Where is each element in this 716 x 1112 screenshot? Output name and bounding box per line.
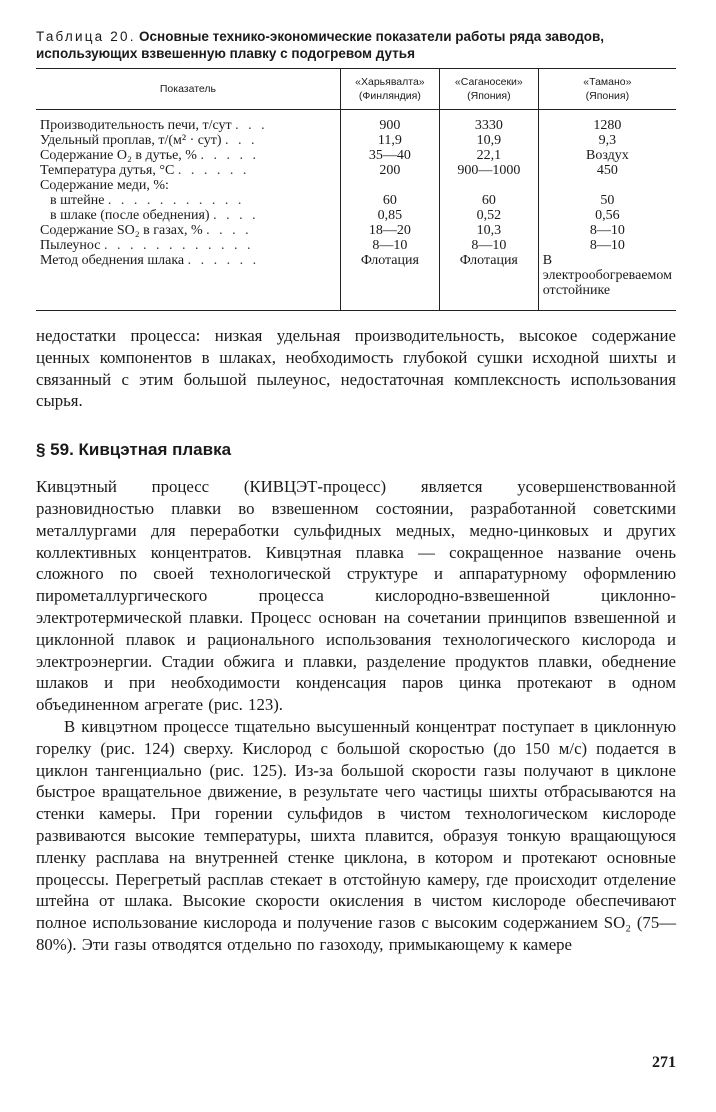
row-name: Пылеунос . . . . . . . . . . . . xyxy=(40,238,254,253)
table-row xyxy=(36,253,676,311)
table-row xyxy=(36,148,676,163)
row-value-1: 18—20 xyxy=(340,223,439,238)
row-value-3: 9,3 xyxy=(538,133,676,148)
row-value-1: 900 xyxy=(340,110,439,134)
header-col-3-country: (Япония) xyxy=(585,90,630,102)
table-row xyxy=(36,110,676,134)
row-value-3: Воздух xyxy=(538,148,676,163)
row-name: в шлаке (после обеднения) . . . . xyxy=(50,208,259,223)
header-col-3 xyxy=(538,69,676,110)
table-caption xyxy=(36,28,676,62)
row-name: Содержание меди, %: xyxy=(40,178,169,193)
table-row xyxy=(36,163,676,178)
paragraph-continuation: недостатки процесса: низкая удельная производительность, высокое содержание ценных компонентов в шлаках, необходимость глубокой сушки исходной шихты и связанный с этим большой пылеунос, недостаточная комплексность использования сырья. xyxy=(36,326,676,411)
row-value-3: 8—10 xyxy=(538,238,676,253)
row-value-1: 60 xyxy=(340,193,439,208)
table-row xyxy=(36,178,676,193)
paragraph-process: В кивцэтном процессе тщательно высушенный концентрат поступает в циклонную горелку (рис. 124) сверху. Кислород с большой скоростью (до 150 м/с) подается в циклон тангенциально (рис. 125). Из-за большой скорости газы получают в циклоне быстрое вращательное движение, в результате чего частицы шихты отбрасываются на стенки камеры. При горении сульфидов в чистом технологическом кислороде развиваются высокие температуры, шихта плавится, образуя тонкую вращающуюся пленку расплава на внутренней стенке циклона, в котором и протекают основные процессы. Перегретый расплав стекает в отстойную камеру, где происходит отделение штейна от шлака. Высокие скорости окисления в чистом кислороде обеспечивают полное использование кислорода и получение газов с высоким содержанием SO₂ (75—80%). Эти газы отводятся отдельно по газоходу, примыкающему к камере xyxy=(36,716,676,954)
row-name: Содержание O₂ в дутье, % . . . . . xyxy=(40,148,259,163)
header-param: Показатель xyxy=(36,69,340,110)
row-value-3: В электрообогреваемом отстойнике xyxy=(538,253,676,311)
row-value-1: 11,9 xyxy=(340,133,439,148)
row-value-3: 50 xyxy=(538,193,676,208)
data-table xyxy=(36,68,676,311)
row-value-2: 8—10 xyxy=(439,238,538,253)
table-row xyxy=(36,208,676,223)
row-value-3: 450 xyxy=(538,163,676,178)
header-col-2 xyxy=(439,69,538,110)
table-row xyxy=(36,223,676,238)
header-col-3-name: «Тамано» xyxy=(583,76,632,88)
row-value-1: 0,85 xyxy=(340,208,439,223)
table-header-row xyxy=(36,69,676,110)
row-value-2: 60 xyxy=(439,193,538,208)
row-value-2: 10,9 xyxy=(439,133,538,148)
row-value-1: 8—10 xyxy=(340,238,439,253)
table-row xyxy=(36,238,676,253)
row-value-2: 22,1 xyxy=(439,148,538,163)
table-title: Основные технико-экономические показатели работы ряда заводов, использующих взвешенную плавку с подогревом дутья xyxy=(36,29,605,61)
row-value-1: Флотация xyxy=(340,253,439,311)
row-value-2: 10,3 xyxy=(439,223,538,238)
row-value-3: 0,56 xyxy=(538,208,676,223)
header-col-2-name: «Саганосеки» xyxy=(454,76,523,88)
table-label: Таблица 20. xyxy=(36,29,136,44)
row-value-3: 1280 xyxy=(538,110,676,134)
row-value-3 xyxy=(538,178,676,193)
page-number: 271 xyxy=(652,1054,676,1071)
header-col-1 xyxy=(340,69,439,110)
row-name: Содержание SO₂ в газах, % . . . . xyxy=(40,223,252,238)
row-value-3: 8—10 xyxy=(538,223,676,238)
paragraph-intro: Кивцэтный процесс (КИВЦЭТ-процесс) является усовершенствованной разновидностью плавки во взвешенном состоянии, разработанной советскими металлургами для переработки сульфидных медных, медно-цинковых и других коллективных концентратов. Кивцэтная плавка — сокращенное название очень сложного по своей технологической структуре и аппаратурному оформлению пирометаллургического процесса кислородно-взвешенной циклонно-электротермической плавки. Процесс основан на сочетании принципов взвешенной и циклонной плавок и рационального использования технологического кислорода и электроэнергии. Стадии обжига и плавки, разделение продуктов плавки, обеднение шлаков и при необходимости конденсация паров цинка протекают в одном объединенном агрегате (рис. 123). xyxy=(36,477,676,715)
page-content xyxy=(36,28,676,956)
row-value-2: Флотация xyxy=(439,253,538,311)
header-col-1-name: «Харьявалта» xyxy=(355,76,425,88)
header-col-2-country: (Япония) xyxy=(467,90,511,102)
row-value-1: 35—40 xyxy=(340,148,439,163)
row-value-2: 900—1000 xyxy=(439,163,538,178)
row-value-2: 3330 xyxy=(439,110,538,134)
table-row xyxy=(36,193,676,208)
section-heading: § 59. Кивцэтная плавка xyxy=(36,440,232,460)
row-name: Удельный проплав, т/(м² · сут) . . . xyxy=(40,133,258,148)
row-value-2 xyxy=(439,178,538,193)
row-value-2: 0,52 xyxy=(439,208,538,223)
row-value-1: 200 xyxy=(340,163,439,178)
row-name: Производительность печи, т/сут . . . xyxy=(40,118,268,133)
header-col-1-country: (Финляндия) xyxy=(358,90,421,102)
row-value-1 xyxy=(340,178,439,193)
table-row xyxy=(36,133,676,148)
row-name: в штейне . . . . . . . . . . . xyxy=(50,193,245,208)
row-name: Метод обеднения шлака . . . . . . xyxy=(40,253,260,268)
row-name: Температура дутья, °С . . . . . . xyxy=(40,163,250,178)
